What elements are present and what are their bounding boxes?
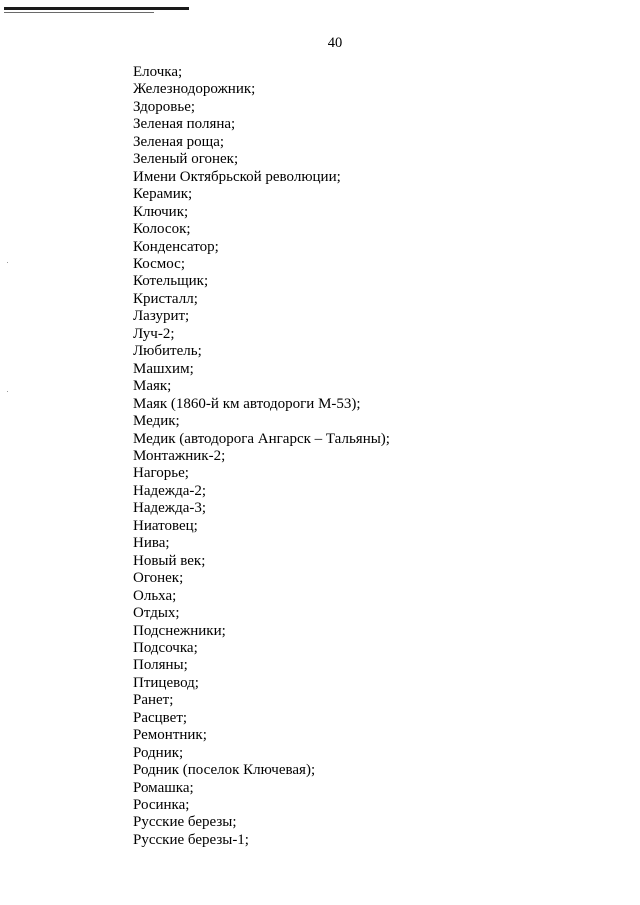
list-item: Подснежники; — [133, 622, 226, 639]
list-item: Надежда-2; — [133, 482, 207, 499]
list-item: Любитель; — [133, 343, 202, 360]
list-item: Зеленая поляна; — [133, 116, 236, 133]
list-item: Русские березы; — [133, 814, 237, 831]
list-item: Родник (поселок Ключевая); — [133, 762, 316, 779]
list-item: Отдых; — [133, 605, 180, 622]
list-item: Новый век; — [133, 552, 206, 569]
list-item: Керамик; — [133, 186, 193, 203]
scan-speck — [7, 262, 8, 263]
scan-speck — [7, 391, 8, 392]
list-item: Елочка; — [133, 64, 183, 80]
list-item: Луч-2; — [133, 325, 175, 342]
list-item: Огонек; — [133, 570, 184, 587]
list-item: Зеленый огонек; — [133, 151, 239, 168]
list-item: Нагорье; — [133, 465, 189, 482]
list-item: Конденсатор; — [133, 238, 219, 255]
list-item: Ольха; — [133, 587, 177, 604]
page-number: 40 — [327, 35, 343, 51]
list-item: Космос; — [133, 255, 185, 272]
list-item: Родник; — [133, 744, 184, 761]
list-item: Монтажник-2; — [133, 447, 226, 464]
list-item: Надежда-3; — [133, 500, 207, 517]
list-item: Зеленая роща; — [133, 133, 225, 150]
list-item: Птицевод; — [133, 674, 199, 691]
list-item: Русские березы-1; — [133, 831, 249, 848]
list-item: Здоровье; — [133, 98, 196, 115]
scan-edge-mark — [4, 7, 189, 10]
list-item: Котельщик; — [133, 273, 209, 290]
list-item: Железнодорожник; — [133, 81, 256, 98]
list-item: Подсочка; — [133, 639, 198, 656]
list-item: Расцвет; — [133, 709, 188, 726]
list-item: Поляны; — [133, 657, 188, 674]
list-item: Ниатовец; — [133, 517, 198, 534]
list-item: Ремонтник; — [133, 727, 207, 744]
list-item: Медик; — [133, 413, 180, 430]
list-item: Ключик; — [133, 203, 189, 220]
list-item: Машхим; — [133, 360, 194, 377]
list-item: Маяк; — [133, 378, 172, 395]
list-item: Ромашка; — [133, 779, 194, 796]
scan-edge-mark-thin — [4, 12, 154, 13]
list-item: Кристалл; — [133, 290, 198, 307]
entry-list — [133, 64, 390, 849]
list-item: Нива; — [133, 535, 170, 552]
list-item: Лазурит; — [133, 308, 190, 325]
list-item: Маяк (1860-й км автодороги М-53); — [133, 395, 361, 412]
list-item: Медик (автодорога Ангарск – Тальяны); — [133, 430, 390, 447]
list-item: Имени Октябрьской революции; — [133, 168, 341, 185]
list-item: Колосок; — [133, 221, 191, 238]
list-item: Росинка; — [133, 797, 190, 814]
list-item: Ранет; — [133, 692, 174, 709]
